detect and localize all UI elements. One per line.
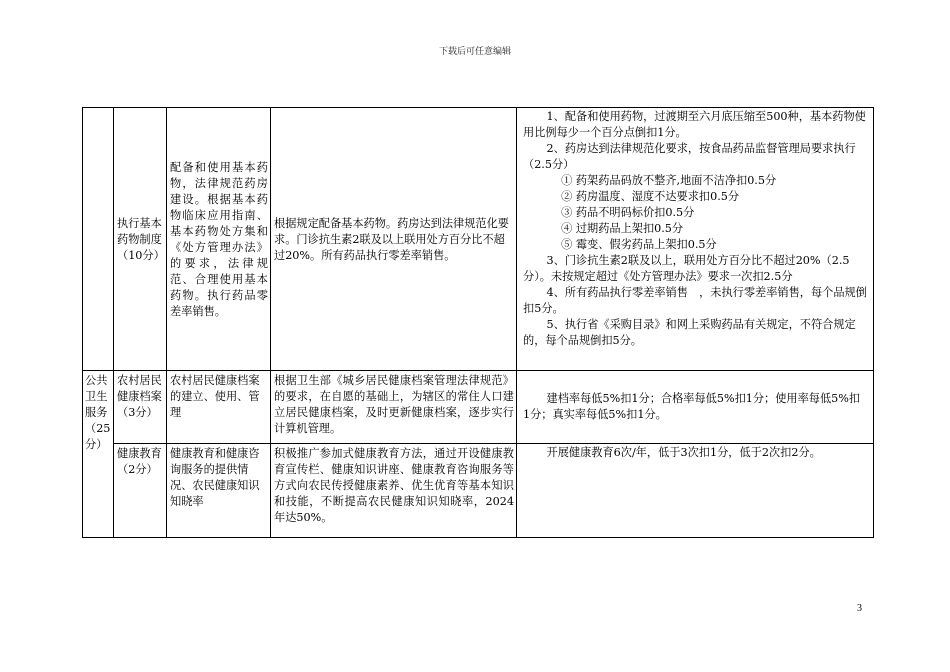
item-cell: 执行基本药物制度（10分） [114, 108, 167, 371]
scoring-subline: ① 药架药品码放不整齐,地面不洁净扣0.5分 [561, 174, 777, 187]
standard-cell: 积极推广参加式健康教育方法，通过开设健康教育宣传栏、健康知识讲座、健康教育咨询服务等方式向农民传授健康素养、优生优育等基本知识和技能，不断提高农民健康知识知晓率，2024年达50%。 [271, 444, 517, 538]
category-cell-top [83, 108, 114, 371]
table-row [83, 444, 874, 538]
scoring-line: 3、门诊抗生素2联及以上，联用处方百分比不超过20%（2.5分）。未按规定超过《处方管理办法》要求一次扣2.5分 [523, 254, 850, 283]
standard-cell: 根据规定配备基本药物。药房达到法律规范化要求。门诊抗生素2联及以上联用处方百分比不超过20%。所有药品执行零差率销售。 [271, 108, 517, 371]
table-row [83, 371, 874, 444]
scoring-line: 1、配备和使用药物，过渡期至六月底压缩至500种，基本药物使用比例每少一个百分点倒扣1分。 [523, 110, 866, 139]
scoring-cell [517, 108, 874, 371]
page-header: 下载后可任意编辑 [438, 47, 511, 57]
scoring-line: 开展健康教育6次/年，低于3次扣1分，低于2次扣2分。 [546, 446, 821, 459]
standard-cell: 根据卫生部《城乡居民健康档案管理法律规范》的要求，在自愿的基础上，为辖区的常住人口建立居民健康档案，及时更新健康档案，逐步实行计算机管理。 [271, 371, 517, 444]
scoring-subline: ④ 过期药品上架扣0.5分 [561, 222, 684, 235]
scoring-subline: ③ 药品不明码标价扣0.5分 [561, 206, 695, 219]
assessment-table-wrapper [82, 107, 874, 538]
content-cell: 农村居民健康档案的建立、使用、管理 [167, 371, 271, 444]
item-cell: 健康教育（2分） [114, 444, 167, 538]
scoring-cell [517, 444, 874, 538]
scoring-subline: ⑤ 霉变、假劣药品上架扣0.5分 [561, 238, 717, 251]
category-cell: 公共卫生服务（25分） [83, 371, 114, 538]
content-cell: 配备和使用基本药物，法律规范药房建设。根据基本药物临床应用指南、基本药物处方集和《处方管理办法》的要求，法律规范、合理使用基本药物。执行药品零差率销售。 [167, 108, 271, 371]
scoring-line: 4、所有药品执行零差率销售 ，未执行零差率销售，每个品规倒扣5分。 [523, 286, 867, 315]
scoring-line: 2、药房达到法律规范化要求，按食品药品监督管理局要求执行（2.5分） [523, 142, 856, 171]
scoring-line: 5、执行省《采购目录》和网上采购药品有关规定，不符合规定的，每个品规倒扣5分。 [523, 318, 856, 347]
assessment-table [82, 107, 874, 538]
table-row [83, 108, 874, 371]
page-number: 3 [857, 603, 862, 614]
item-cell: 农村居民健康档案（3分） [114, 371, 167, 444]
scoring-cell [517, 371, 874, 444]
scoring-subline: ② 药房温度、湿度不达要求扣0.5分 [561, 190, 740, 203]
scoring-line: 建档率每低5%扣1分；合格率每低5%扣1分；使用率每低5%扣1分；真实率每低5%扣1分。 [523, 392, 861, 421]
content-cell: 健康教育和健康咨询服务的提供情况、农民健康知识知晓率 [167, 444, 271, 538]
